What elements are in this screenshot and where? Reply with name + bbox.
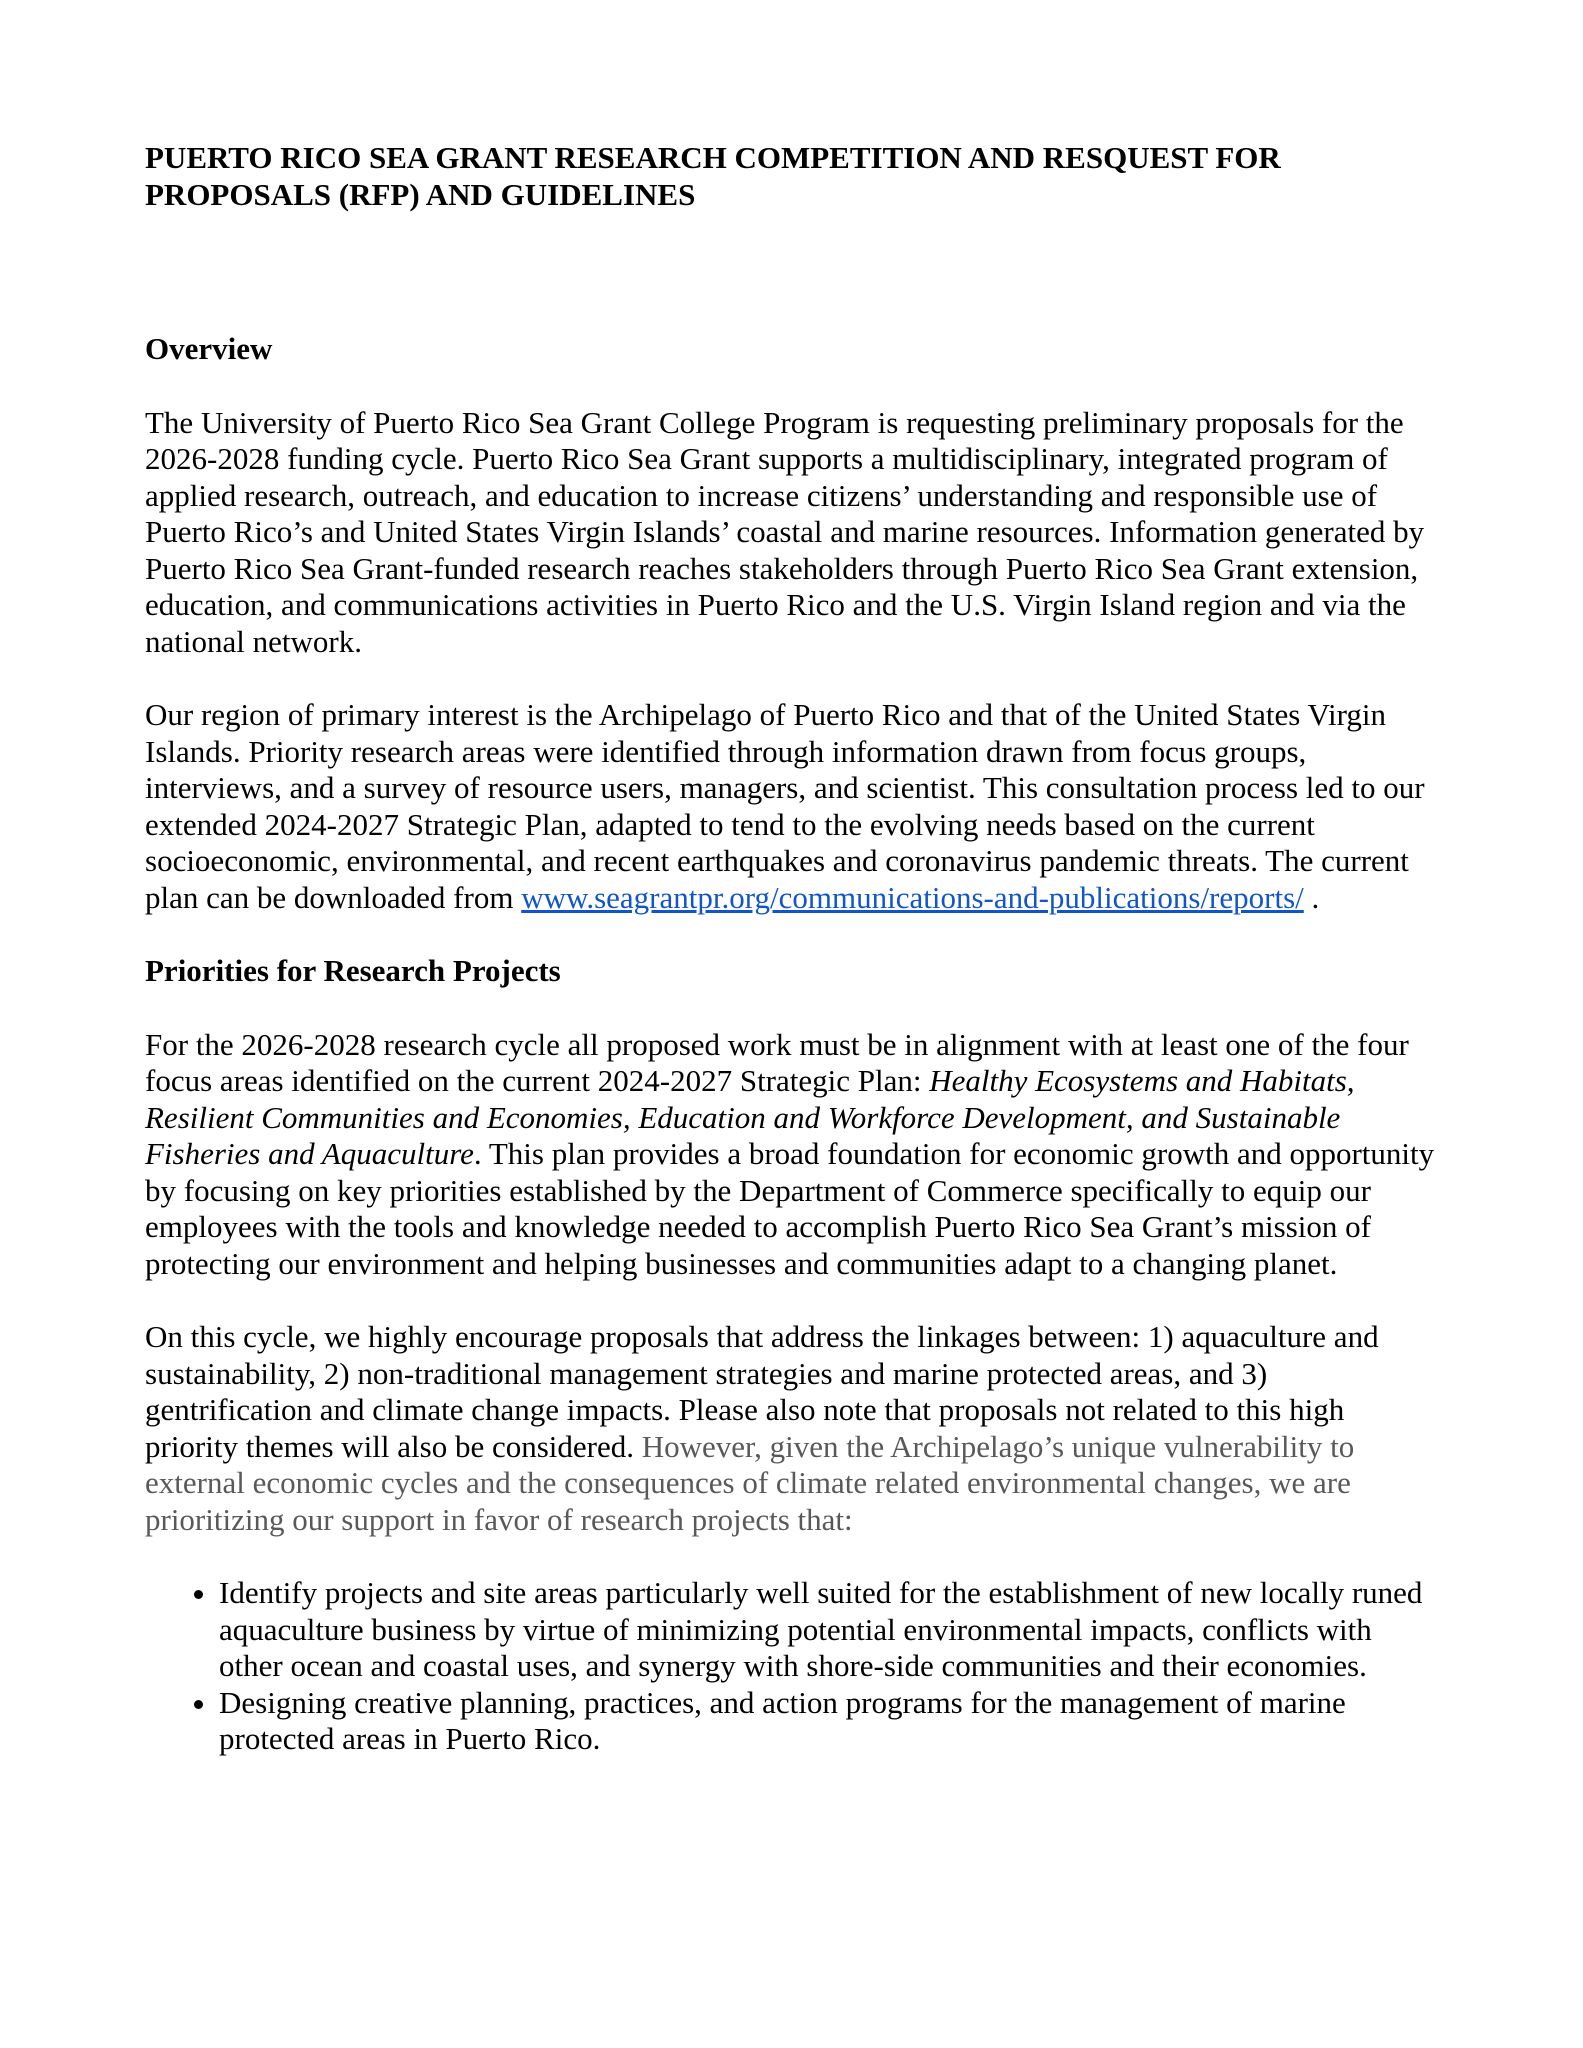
list-item: • Identify projects and site areas particularly well suited for the establishment of new locally runed aquaculture business by virtue of minimizing potential environmental impacts, conflicts with other ocean and coastal uses, and synergy with shore-side communities and their economies. bbox=[219, 1575, 1440, 1685]
priorities-paragraph-1-tail: . This plan provides a broad foundation for economic growth and opportunity by focusing on key priorities established by the Department of Commerce specifically to equip our employees with the tools and knowledge needed to accomplish Puerto Rico Sea Grant’s mission of protecting our environment and helping businesses and communities adapt to a changing planet. bbox=[145, 1136, 1435, 1281]
priorities-paragraph-2-black-text: On this cycle, we highly encourage proposals that address the linkages between: 1) aquaculture and sustainability, 2) non-traditional management strategies and marine protected areas, and 3) gentrification and climate change impacts. Please also note that proposals not related to this high priority themes will also be considered. bbox=[145, 1319, 1379, 1464]
priorities-paragraph-1-lead: For the 2026-2028 research cycle all proposed work must be in alignment with at least one of the four focus areas identified on the current 2024-2027 Strategic Plan: bbox=[145, 1026, 1409, 1098]
document-title: PUERTO RICO SEA GRANT RESEARCH COMPETITION AND RESQUEST FOR PROPOSALS (RFP) AND GUIDELINES bbox=[145, 140, 1281, 212]
overview-paragraph-1: The University of Puerto Rico Sea Grant College Program is requesting preliminary proposals for the 2026-2028 funding cycle. Puerto Rico Sea Grant supports a multidisciplinary, integrated program of applied research, outreach, and education to increase citizens’ understanding and responsible use of Puerto Rico’s and United States Virgin Islands’ coastal and marine resources. Information generated by Puerto Rico Sea Grant-funded research reaches stakeholders through Puerto Rico Sea Grant extension, education, and communications activities in Puerto Rico and the U.S. Virgin Island region and via the national network. bbox=[145, 404, 1425, 659]
priorities-paragraph-2 bbox=[145, 1319, 1440, 1538]
link-suffix-period: . bbox=[1303, 879, 1320, 915]
report-link[interactable]: www.seagrantpr.org/communications-and-publications/reports/ bbox=[521, 879, 1304, 915]
priority-bullet-list bbox=[145, 1575, 1440, 1758]
priorities-paragraph-1 bbox=[145, 1027, 1440, 1283]
overview-paragraph-2-text: Our region of primary interest is the Archipelago of Puerto Rico and that of the United States Virgin Islands. Priority research areas were identified through information drawn from focus groups, interviews, and a survey of resource users, managers, and scientist. This consultation process led to our extended 2024-2027 Strategic Plan, adapted to tend to the evolving needs based on the current socioeconomic, environmental, and recent earthquakes and coronavirus pandemic threats. The current plan can be downloaded from bbox=[145, 697, 1425, 915]
section-heading-priorities: Priorities for Research Projects bbox=[145, 953, 561, 988]
list-item: • Designing creative planning, practices, and action programs for the management of marine protected areas in Puerto Rico. bbox=[219, 1685, 1440, 1758]
section-heading-overview: Overview bbox=[145, 331, 273, 366]
overview-paragraph-2 bbox=[145, 697, 1440, 916]
priorities-paragraph-2-gray-text: However, given the Archipelago’s unique vulnerability to external economic cycles and the consequences of climate related environmental changes, we are prioritizing our support in favor of research projects that: bbox=[145, 1428, 1355, 1537]
focus-areas-italic-text: Healthy Ecosystems and Habitats, Resilient Communities and Economies, Education and Workforce Development, and Sustainable Fisheries and Aquaculture bbox=[145, 1063, 1355, 1171]
